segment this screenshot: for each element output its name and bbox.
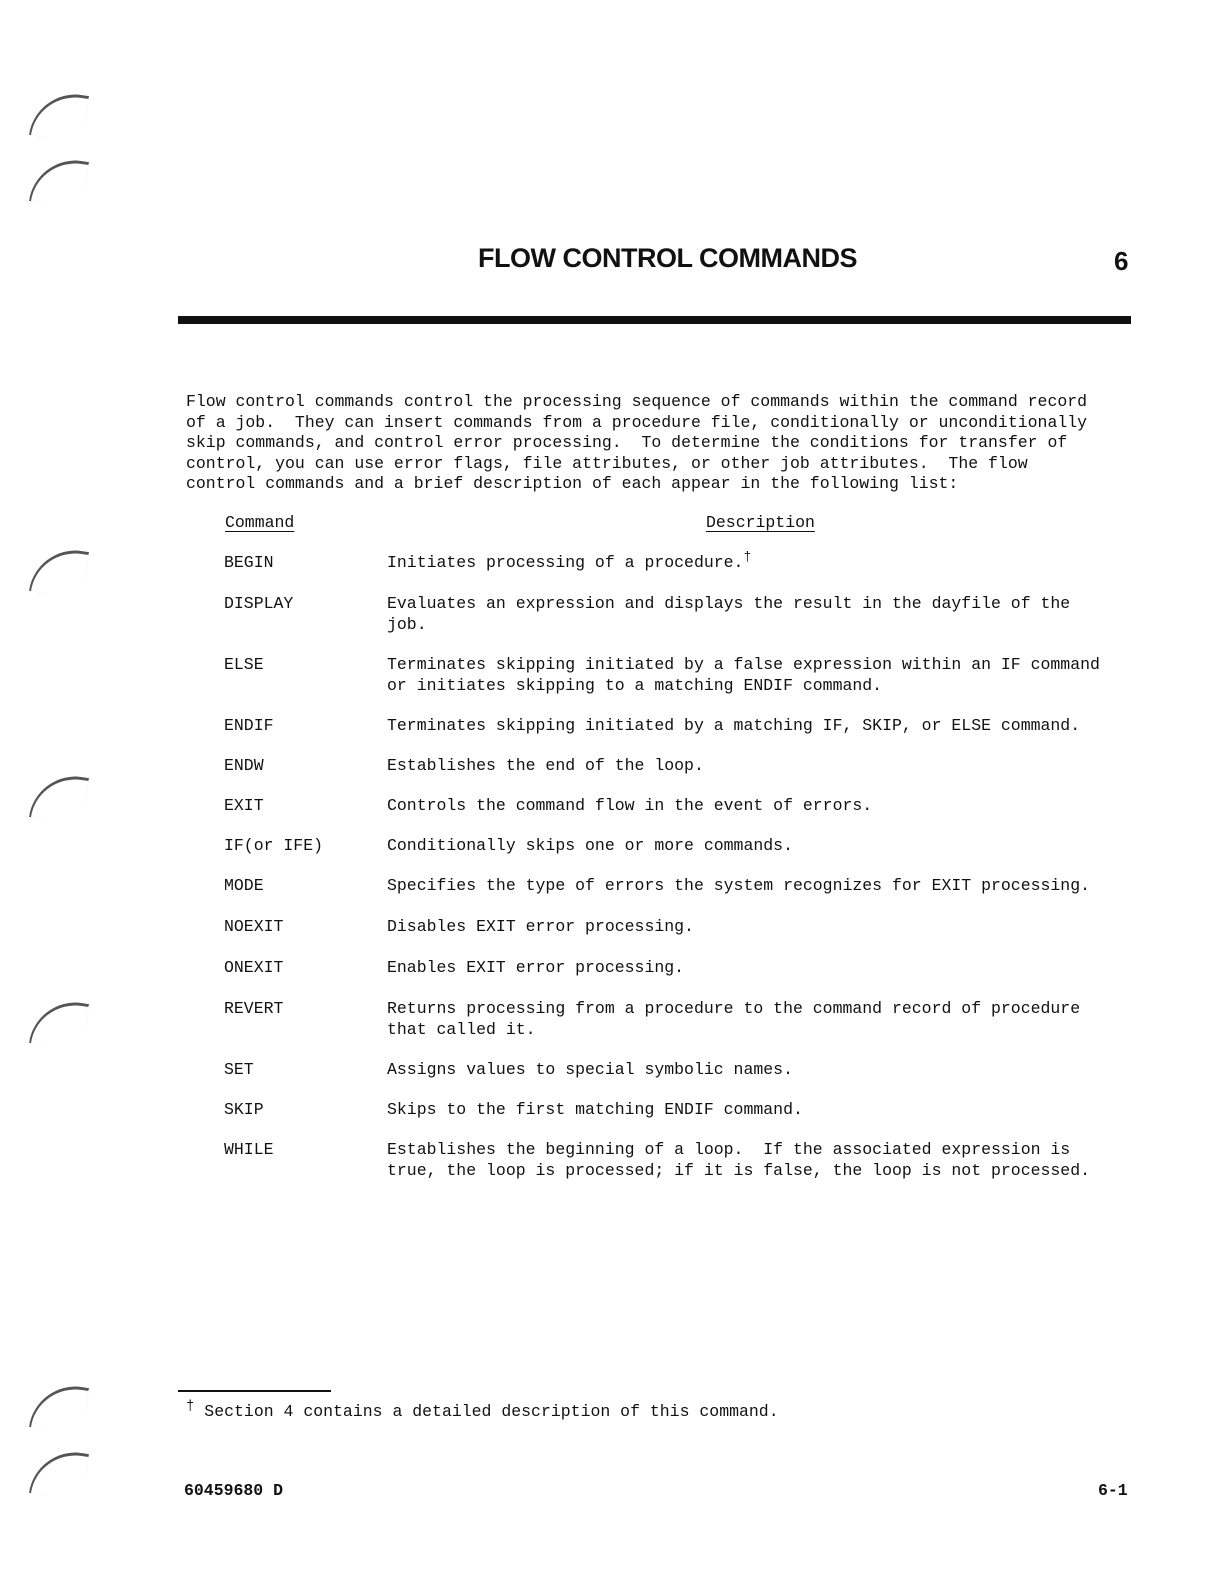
command-description-text: Conditionally skips one or more commands. bbox=[387, 836, 793, 855]
command-description bbox=[387, 836, 1127, 857]
command-description-text: Skips to the first matching ENDIF command. bbox=[387, 1100, 803, 1119]
command-name: SET bbox=[224, 1060, 254, 1079]
section-number: 6 bbox=[1114, 246, 1129, 276]
command-name: MODE bbox=[224, 876, 264, 895]
command-description bbox=[387, 716, 1127, 737]
command-name: NOEXIT bbox=[224, 917, 284, 936]
command-description bbox=[387, 549, 1127, 574]
command-name: WHILE bbox=[224, 1140, 274, 1159]
command-description-text: Terminates skipping initiated by a matching IF, SKIP, or ELSE command. bbox=[387, 716, 1081, 735]
footnote bbox=[186, 1398, 779, 1421]
command-description bbox=[387, 655, 1127, 696]
binder-hole bbox=[29, 154, 89, 208]
command-description bbox=[387, 876, 1127, 897]
command-description bbox=[387, 1100, 1127, 1121]
command-description bbox=[387, 756, 1127, 777]
intro-paragraph: Flow control commands control the processing sequence of commands within the command record of a job. They can insert commands from a procedure file, conditionally or unconditionally skip commands, and control error processing. To determine the conditions for transfer of control, you can use error flags, file attributes, or other job attributes. The flow control commands and a brief description of each appear in the following list: bbox=[186, 392, 1088, 493]
header-rule bbox=[178, 316, 1131, 324]
command-name: ENDIF bbox=[224, 716, 274, 735]
document-number: 60459680 D bbox=[184, 1481, 284, 1500]
command-description-text: Establishes the beginning of a loop. If the associated expression is true, the loop is processed; if it is false, the loop is not processed. bbox=[387, 1140, 1091, 1180]
binder-hole bbox=[29, 770, 89, 824]
command-description bbox=[387, 1140, 1127, 1181]
command-description bbox=[387, 594, 1127, 635]
command-description bbox=[387, 917, 1127, 938]
command-name: SKIP bbox=[224, 1100, 264, 1119]
binder-hole bbox=[29, 996, 89, 1050]
command-description-text: Specifies the type of errors the system recognizes for EXIT processing. bbox=[387, 876, 1091, 895]
footnote-rule bbox=[178, 1390, 331, 1392]
command-description-text: Establishes the end of the loop. bbox=[387, 756, 704, 775]
command-name: REVERT bbox=[224, 999, 284, 1018]
command-description-text: Evaluates an expression and displays the result in the dayfile of the job. bbox=[387, 594, 1071, 634]
command-description bbox=[387, 1060, 1127, 1081]
command-description-text: Terminates skipping initiated by a false expression within an IF command or initiates skipping to a matching ENDIF command. bbox=[387, 655, 1100, 695]
command-description-text: Controls the command flow in the event of errors. bbox=[387, 796, 873, 815]
command-description bbox=[387, 999, 1127, 1040]
command-name: IF(or IFE) bbox=[224, 836, 324, 855]
binder-hole bbox=[29, 88, 89, 142]
column-header-command: Command bbox=[225, 513, 295, 532]
command-description-text: Disables EXIT error processing. bbox=[387, 917, 694, 936]
binder-hole bbox=[29, 1380, 89, 1434]
column-header-description: Description bbox=[706, 513, 815, 532]
command-name: ENDW bbox=[224, 756, 264, 775]
footnote-dagger: † bbox=[186, 1398, 195, 1415]
dagger-mark: † bbox=[743, 549, 752, 565]
command-name: ONEXIT bbox=[224, 958, 284, 977]
command-description bbox=[387, 958, 1127, 979]
page-number: 6-1 bbox=[1098, 1481, 1128, 1500]
command-description-text: Enables EXIT error processing. bbox=[387, 958, 685, 977]
binder-hole bbox=[29, 544, 89, 598]
command-description-text: Assigns values to special symbolic names. bbox=[387, 1060, 793, 1079]
command-name: BEGIN bbox=[224, 553, 274, 572]
command-name: EXIT bbox=[224, 796, 264, 815]
command-description bbox=[387, 796, 1127, 817]
command-description-text: Initiates processing of a procedure. bbox=[387, 553, 744, 572]
page-title: FLOW CONTROL COMMANDS bbox=[478, 243, 857, 273]
command-description-text: Returns processing from a procedure to the command record of procedure that called it. bbox=[387, 999, 1081, 1039]
command-name: DISPLAY bbox=[224, 594, 294, 613]
command-name: ELSE bbox=[224, 655, 264, 674]
footnote-text: Section 4 contains a detailed description of this command. bbox=[194, 1402, 779, 1421]
binder-hole bbox=[29, 1446, 89, 1500]
